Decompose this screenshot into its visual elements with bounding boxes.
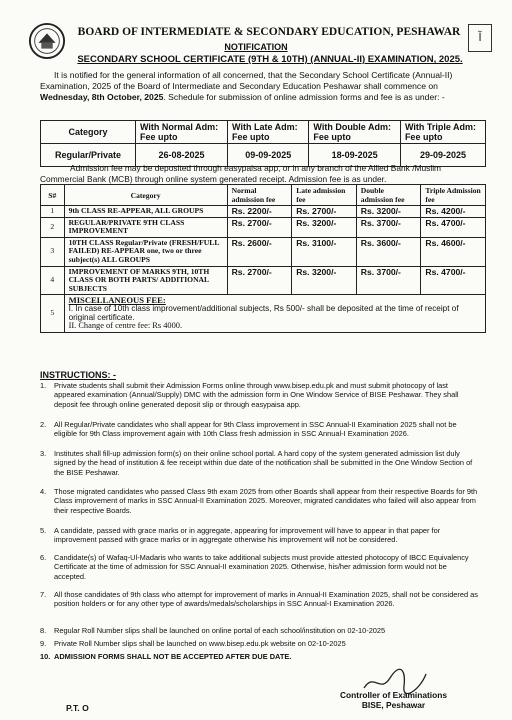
fee-category: REGULAR/PRIVATE 9TH CLASS IMPROVEMENT	[64, 217, 227, 237]
fee-header-cell: Normal admission fee	[227, 185, 292, 206]
list-item	[40, 652, 480, 661]
fee-header-cell: S#	[41, 185, 65, 206]
row-number: 4	[41, 266, 65, 295]
item-number: 6.	[40, 553, 47, 562]
fee-category: 9th CLASS RE-APPEAR, ALL GROUPS	[64, 206, 227, 218]
item-text: Regular Roll Number slips shall be launched on online portal of each school/institution on 02-10-2025	[54, 626, 386, 635]
table-row	[41, 237, 486, 266]
item-text: A candidate, passed with grace marks or in aggregate, appearing for improvement will have to appear in that paper for improvement passed with grace marks or in aggregate otherwise his improvement will not be considered.	[54, 526, 441, 545]
table-row	[41, 295, 486, 332]
controller-office: BISE, Peshawar	[361, 700, 426, 710]
controller-signature-block	[340, 690, 447, 710]
double-fee: Rs. 3700/-	[356, 266, 421, 295]
schedule-table	[40, 120, 486, 167]
schedule-header-cell: With Double Adm: Fee upto	[309, 121, 401, 144]
list-item	[40, 487, 480, 515]
stamp-mark: آ	[468, 24, 492, 52]
fee-header-row	[41, 185, 486, 206]
misc-fee-line-1: I. In case of 10th class improvement/additional subjects, Rs 500/- shall be deposited at the time of receipt of original certificate.	[68, 303, 459, 322]
double-fee: Rs. 3200/-	[356, 206, 421, 218]
list-item	[40, 553, 480, 581]
schedule-cell: 18-09-2025	[309, 144, 401, 167]
board-title: BOARD OF INTERMEDIATE & SECONDARY EDUCATION, PESHAWAR	[77, 26, 461, 38]
schedule-cell: 26-08-2025	[136, 144, 228, 167]
triple-fee: Rs. 4200/-	[421, 206, 486, 218]
item-text: All Regular/Private candidates who shall appear for 9th Class improvement in SSC Annual-II Examination 2025 shall not be eligible for 9th Class improvement again with 10th Class fresh admission in SSC Annual-I Examination 2026.	[54, 420, 457, 439]
schedule-header-cell: Category	[41, 121, 136, 144]
fee-table	[40, 184, 486, 333]
misc-fee-title: MISCELLANEOUS FEE:	[68, 295, 166, 306]
item-text: Institutes shall fill-up admission form(s) on their online school portal. A hard copy of the system generated admission list duly signed by the head of institution & fee receipt within due date of the notification shall be submitted in the One Window Section of the BISE Peshawar.	[54, 449, 473, 477]
row-number: 2	[41, 217, 65, 237]
normal-fee: Rs. 2700/-	[227, 217, 292, 237]
item-number: 1.	[40, 381, 47, 390]
schedule-cell: 29-09-2025	[400, 144, 485, 167]
item-number: 7.	[40, 590, 47, 599]
list-item	[40, 639, 480, 648]
notification-label: NOTIFICATION	[224, 42, 288, 52]
item-number: 3.	[40, 449, 47, 458]
fee-category: 10TH CLASS Regular/Private (FRESH/FULL FAILED) RE-APPEAR one, two or three subject(s) ALL GROUPS	[64, 237, 227, 266]
normal-fee: Rs. 2700/-	[227, 266, 292, 295]
item-text: Candidate(s) of Wafaq-Ul-Madaris who wants to take additional subjects must provide attested photocopy of IBCC Equivalency Certificate at the time of admission for SSC Annual-II examination 2025. Otherwise, his/her admission form would not be accepted.	[54, 553, 469, 581]
double-fee: Rs. 3600/-	[356, 237, 421, 266]
schedule-cell: 09-09-2025	[228, 144, 309, 167]
misc-fee-line-2: II. Change of centre fee: Rs 4000.	[68, 321, 183, 331]
schedule-header-cell: With Triple Adm: Fee upto	[400, 121, 485, 144]
page-turn-over: P.T. O	[66, 703, 89, 713]
list-item	[40, 449, 480, 477]
double-fee: Rs. 3700/-	[356, 217, 421, 237]
list-item	[40, 381, 480, 409]
intro-date: Wednesday, 8th October, 2025	[40, 92, 164, 102]
row-number: 5	[41, 295, 65, 332]
late-fee: Rs. 3100/-	[292, 237, 357, 266]
item-text: Private students shall submit their Admission Forms online through www.bisep.edu.pk and must submit photocopy of last appeared examination (Annual/Supply) DMC with the admission form in One Window Service of BISE Peshawar. They shall deposit fee through online generated deposit slip or through easypaisa app.	[54, 381, 459, 409]
list-item	[40, 590, 480, 609]
item-number: 2.	[40, 420, 47, 429]
normal-fee: Rs. 2200/-	[227, 206, 292, 218]
fee-category: IMPROVEMENT OF MARKS 9TH, 10TH CLASS OR BOTH PARTS/ ADDITIONAL SUBJECTS	[64, 266, 227, 295]
triple-fee: Rs. 4600/-	[421, 237, 486, 266]
table-row	[41, 266, 486, 295]
intro-text-b: . Schedule for submission of online admission forms and fee is as under: -	[163, 92, 445, 102]
triple-fee: Rs. 4700/-	[421, 266, 486, 295]
instructions-heading: INSTRUCTIONS: -	[40, 370, 116, 380]
row-number: 1	[41, 206, 65, 218]
controller-title: Controller of Examinations	[340, 690, 448, 700]
table-row	[41, 206, 486, 218]
list-item	[40, 626, 480, 635]
triple-fee: Rs. 4700/-	[421, 217, 486, 237]
item-text: Those migrated candidates who passed Class 9th exam 2025 from other Boards shall appear from their respective Boards for 9th Class improvement of marks in SSC Annual-II Examination 2025. Moreover, migrated candidates who failed will also appear from their respective Boards.	[54, 487, 478, 515]
misc-fee-cell	[64, 295, 485, 332]
fee-header-cell: Late admission fee	[292, 185, 357, 206]
list-item	[40, 526, 480, 545]
item-text: All those candidates of 9th class who attempt for improvement of marks in Annual-II Examination 2025, shall not be considered as position holders or for any other type of awards/medals/scholarships in SSC Annual-I Examination 2026.	[54, 590, 478, 609]
late-fee: Rs. 2700/-	[292, 206, 357, 218]
schedule-header-row	[41, 121, 486, 144]
schedule-header-cell: With Normal Adm: Fee upto	[136, 121, 228, 144]
fee-header-cell: Double admission fee	[356, 185, 421, 206]
late-fee: Rs. 3200/-	[292, 266, 357, 295]
subject-line: SECONDARY SCHOOL CERTIFICATE (9TH & 10TH) (ANNUAL-II) EXAMINATION, 2025.	[77, 54, 463, 65]
item-number: 9.	[40, 639, 47, 648]
fee-header-cell: Category	[64, 185, 227, 206]
intro-text-a: It is notified for the general information of all concerned, that the Secondary School Certificate (Annual-II) Examination, 2025 of the Board of Intermediate and Secondary Education Peshawar shall commence on	[40, 70, 453, 91]
list-item	[40, 420, 480, 439]
item-text: ADMISSION FORMS SHALL NOT BE ACCEPTED AFTER DUE DATE.	[54, 652, 292, 661]
item-number: 10.	[40, 652, 51, 661]
normal-fee: Rs. 2600/-	[227, 237, 292, 266]
item-text: Private Roll Number slips shall be launched on www.bisep.edu.pk website on 02-10-2025	[54, 639, 346, 648]
item-number: 5.	[40, 526, 47, 535]
item-number: 8.	[40, 626, 47, 635]
deposit-note: Admission fee may be deposited through easypaisa app, or in any branch of the Allied Bank /Muslim Commercial Bank (MCB) through online system generated receipt. Admission fee is as under.	[40, 163, 442, 184]
fee-header-cell: Triple Admission fee	[421, 185, 486, 206]
late-fee: Rs. 3200/-	[292, 217, 357, 237]
item-number: 4.	[40, 487, 47, 496]
table-row	[41, 217, 486, 237]
schedule-cell: Regular/Private	[41, 144, 136, 167]
intro-paragraph	[40, 70, 480, 103]
schedule-header-cell: With Late Adm: Fee upto	[228, 121, 309, 144]
row-number: 3	[41, 237, 65, 266]
